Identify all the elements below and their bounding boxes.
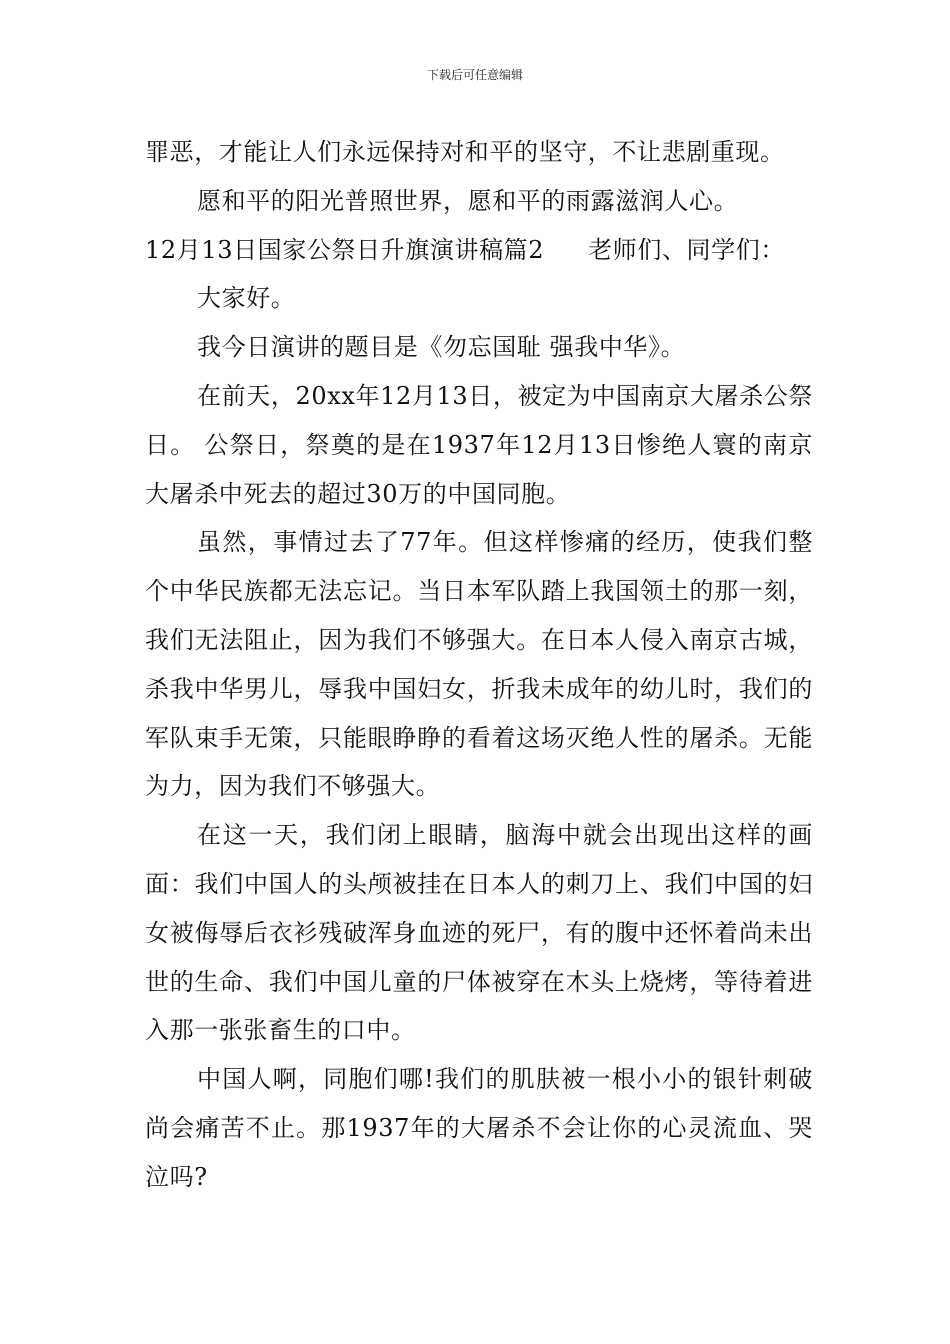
speech-heading-line: [145, 226, 813, 275]
paragraph-topic: 我今日演讲的题目是《勿忘国耻 强我中华》。: [197, 333, 686, 362]
speech-title: 12月13日国家公祭日升旗演讲稿篇2: [145, 235, 545, 264]
paragraph-greeting: 大家好。: [197, 284, 296, 313]
paragraph-imagery: 在这一天，我们闭上眼睛，脑海中就会出现出这样的画面：我们中国人的头颅被挂在日本人的刺刀上、我们中国的妇女被侮辱后衣衫残破浑身血迹的死尸，有的腹中还怀着尚未出世的生命、我们中国儿童的尸体被穿在木头上烧烤，等待着进入那一张张畜生的口中。: [145, 821, 813, 1045]
paragraph-appeal: 中国人啊，同胞们哪!我们的肌肤被一根小小的银针刺破尚会痛苦不止。那1937年的大屠杀不会让你的心灵流血、哭泣吗?: [145, 1065, 813, 1191]
paragraph-memorial-day: 在前天，20xx年12月13日，被定为中国南京大屠杀公祭日。 公祭日，祭奠的是在1937年12月13日惨绝人寰的南京大屠杀中死去的超过30万的中国同胞。: [145, 381, 813, 508]
page-header: 下载后可任意编辑: [426, 68, 523, 82]
paragraph-continuation: 罪恶，才能让人们永远保持对和平的坚守，不让悲剧重现。: [145, 138, 785, 166]
paragraph-peace-wish: 愿和平的阳光普照世界，愿和平的雨露滋润人心。: [197, 186, 739, 215]
speech-salutation: 老师们、同学们：: [588, 235, 785, 264]
paragraph-history: 虽然，事情过去了77年。但这样惨痛的经历，使我们整个中华民族都无法忘记。当日本军队踏上我国领土的那一刻，我们无法阻止，因为我们不够强大。在日本人侵入南京古城，杀我中华男儿，辱我中国妇女，折我未成年的幼儿时，我们的军队束手无策，只能眼睁睁的看着这场灭绝人性的屠杀。无能为力，因为我们不够强大。: [145, 528, 813, 801]
document-body: [145, 128, 813, 1202]
